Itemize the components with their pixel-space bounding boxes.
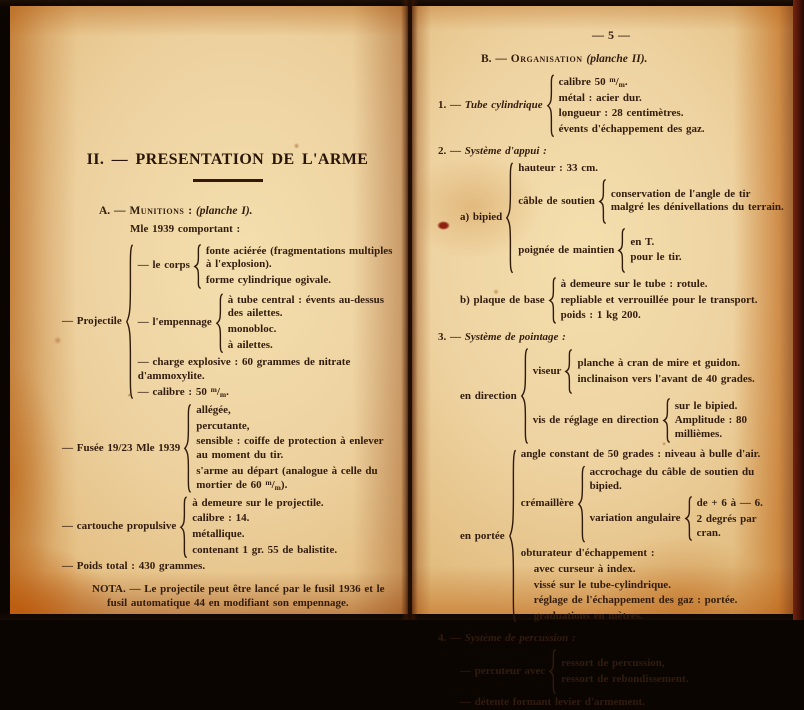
group-items <box>630 235 784 266</box>
text-line: contenant 1 gr. 55 de balistite. <box>192 543 338 556</box>
text-line: sensible : coiffe de protection à enlever au moment du tir. <box>196 435 384 461</box>
group-label: en direction <box>460 389 517 402</box>
text-line: en T. <box>630 235 655 248</box>
group-label: — Projectile <box>62 314 122 327</box>
munitions-tree <box>62 242 393 574</box>
red-ink-stain <box>437 221 450 230</box>
text-line: métallique. <box>192 528 245 541</box>
text-line: allégée, <box>196 404 231 417</box>
text-line: — charge explosive : 60 grammes de nitrate d'ammoxylite. <box>137 356 351 382</box>
text-line: ressort de percussion, <box>561 656 665 669</box>
heading-segment: 2. — <box>438 144 465 157</box>
brace-group <box>138 244 393 289</box>
text-line: 2 degrés par cran. <box>696 512 757 539</box>
brace-group <box>460 649 784 694</box>
curly-brace <box>662 398 671 443</box>
brace-group <box>518 228 784 273</box>
text-line: repliable et verrouillée pour le transport. <box>560 293 758 306</box>
section-body <box>460 161 784 324</box>
section-b-heading <box>481 52 784 66</box>
heading-segment: 4. — <box>438 632 465 645</box>
group-label: câble de soutien <box>518 194 595 207</box>
group-label: — cartouche propulsive <box>62 520 177 533</box>
curly-brace <box>125 242 134 401</box>
curly-brace <box>520 347 529 445</box>
group-items <box>533 347 784 445</box>
text-line: s'arme au départ (analogue à celle du mortier de 60 $^m/_m$). <box>196 464 378 493</box>
text-line: monobloc. <box>227 322 277 335</box>
text-line: à tube central : évents au-dessus des ailettes. <box>227 293 385 320</box>
text-line: conservation de l'angle de tir malgré les dénivellations du terrain. <box>610 187 784 214</box>
text-line: réglage de l'échappement des gaz : portée. <box>533 594 738 607</box>
heading-segment: Système de percussion : <box>464 632 576 645</box>
curly-brace <box>548 277 557 324</box>
text-line: forme cylindrique ogivale. <box>205 274 331 287</box>
curly-brace <box>179 496 188 559</box>
curly-brace <box>508 447 517 625</box>
brace-group <box>438 74 784 138</box>
group-items <box>561 277 784 324</box>
section-body <box>460 649 784 710</box>
text-line: percutante, <box>196 419 250 432</box>
group-label: — percuteur avec <box>460 664 546 677</box>
text-line: poids : 1 kg 200. <box>560 309 641 322</box>
group-label: poignée de maintien <box>518 243 615 256</box>
heading-segment: B. — <box>481 52 511 65</box>
nota-paragraph: NOTA. — Le projectile peut être lancé par le fusil 1936 et le fusil automatique 44 en modifiant son empennage. <box>92 582 385 609</box>
mm-fraction: $^m/_m$ <box>609 75 625 90</box>
section-body <box>460 347 784 625</box>
text-line: calibre : 14. <box>192 512 250 525</box>
model-subheading: Mle 1939 comportant : <box>130 223 241 236</box>
text-line: à ailettes. <box>227 338 273 351</box>
text-line: — détente formant levier d'armement. <box>460 696 645 708</box>
heading-segment: A. — <box>99 204 130 217</box>
curly-brace <box>617 228 626 273</box>
curly-brace <box>193 244 202 289</box>
line-group <box>521 546 784 624</box>
group-items <box>228 293 393 354</box>
text-line: sur le bipied. Amplitude : 80 millièmes. <box>674 400 747 440</box>
brace-group <box>521 465 784 543</box>
title-rule <box>193 179 263 182</box>
brace-group <box>533 349 784 394</box>
curly-brace <box>684 496 693 541</box>
heading-segment: 3. — <box>438 330 465 343</box>
section-a-heading <box>99 204 393 218</box>
section-heading <box>438 331 784 345</box>
mm-fraction: $^m/_m$ <box>210 385 227 400</box>
text-line: à demeure sur le projectile. <box>192 496 324 509</box>
curly-brace <box>548 649 557 694</box>
text-line: angle constant de 50 grades : niveau à bulle d'air. <box>520 448 761 461</box>
group-label: a) bipied <box>460 211 503 224</box>
section-heading <box>438 145 784 159</box>
right-page <box>412 6 794 708</box>
group-label: crémaillère <box>520 497 574 510</box>
brace-group <box>62 403 393 494</box>
group-items <box>611 187 784 216</box>
group-label: vis de réglage en direction <box>532 414 659 427</box>
text-line: calibre 50 $^m/_m$. <box>558 75 628 90</box>
text-line: inclinaison vers l'avant de 40 grades. <box>577 372 755 385</box>
group-items <box>518 161 784 275</box>
group-items <box>192 496 393 559</box>
text-line: fonte aciérée (fragmentations multiples à l'explosion). <box>205 244 393 271</box>
brace-group <box>138 293 393 354</box>
section-heading <box>438 632 784 646</box>
brace-group <box>518 179 784 224</box>
group-label: variation angulaire <box>589 511 681 524</box>
group-items <box>577 356 784 387</box>
left-page <box>10 6 408 614</box>
group-items <box>561 656 784 687</box>
group-items <box>138 242 393 401</box>
group-label: — le corps <box>137 259 190 272</box>
text-line: accrochage du câble de soutien du bipied. <box>589 466 755 492</box>
brace-group <box>590 496 784 541</box>
text-line: longueur : 28 centimètres. <box>558 107 684 120</box>
brace-group <box>533 398 784 443</box>
curly-brace <box>598 179 607 224</box>
right-page-stack-edge <box>793 0 804 620</box>
text-line: de + 6 à — 6. <box>696 497 763 510</box>
group-label <box>438 99 546 113</box>
heading-segment: : <box>184 204 196 217</box>
text-line: évents d'échappement des gaz. <box>558 123 705 135</box>
heading-segment: Système de pointage : <box>464 330 566 343</box>
text-line: à demeure sur le tube : rotule. <box>560 277 708 290</box>
curly-brace <box>505 161 514 275</box>
group-label: en portée <box>460 529 505 542</box>
group-label: viseur <box>532 365 562 378</box>
brace-group <box>460 447 784 625</box>
heading-segment: Système d'appui : <box>464 144 547 157</box>
curly-brace <box>215 293 224 354</box>
curly-brace <box>564 349 573 394</box>
text-line: vissé sur le tube-cylindrique. <box>533 578 671 591</box>
heading-segment: Organisation <box>510 52 583 65</box>
group-label: b) plaque de base <box>460 293 545 306</box>
group-items <box>675 399 784 442</box>
text-line: obturateur d'échappement : <box>520 547 655 560</box>
page-number: — 5 — <box>592 28 630 42</box>
text-line: — calibre : 50 $^m/_m$. <box>137 385 229 400</box>
page-title: II. — PRESENTATION DE L'ARME <box>86 151 369 168</box>
organisation-sections <box>438 74 784 710</box>
group-items <box>559 74 784 138</box>
brace-group <box>460 277 784 324</box>
text-line: ressort de rebondissement. <box>561 672 689 685</box>
group-items <box>521 447 784 625</box>
group-items <box>206 244 393 289</box>
text-line: — Poids total : 430 grammes. <box>62 560 206 573</box>
text-line: métal : acier dur. <box>558 91 642 104</box>
text-line: planche à cran de mire et guidon. <box>577 357 740 370</box>
group-label: — l'empennage <box>137 316 212 329</box>
brace-group <box>62 496 393 559</box>
brace-group <box>460 161 784 275</box>
group-label: — Fusée 19/23 Mle 1939 <box>62 441 181 454</box>
heading-segment: Munitions <box>129 204 185 217</box>
brace-group <box>62 242 393 401</box>
text-line: hauteur : 33 cm. <box>518 162 599 175</box>
group-items <box>590 465 784 543</box>
curly-brace <box>577 465 586 543</box>
heading-segment: (planche I). <box>195 204 253 217</box>
text-line: avec curseur à index. <box>533 562 636 575</box>
curly-brace <box>183 403 192 494</box>
heading-segment: 1. — <box>438 99 465 112</box>
mm-fraction: $^m/_m$ <box>265 478 281 493</box>
curly-brace <box>546 74 555 138</box>
group-items <box>697 496 784 541</box>
group-items <box>196 403 393 494</box>
text-line: graduations en mètres. <box>533 609 643 622</box>
heading-segment: (planche II). <box>586 52 648 65</box>
heading-segment: Tube cylindrique <box>464 99 543 112</box>
brace-group <box>460 347 784 445</box>
text-line: pour le tir. <box>630 251 682 264</box>
